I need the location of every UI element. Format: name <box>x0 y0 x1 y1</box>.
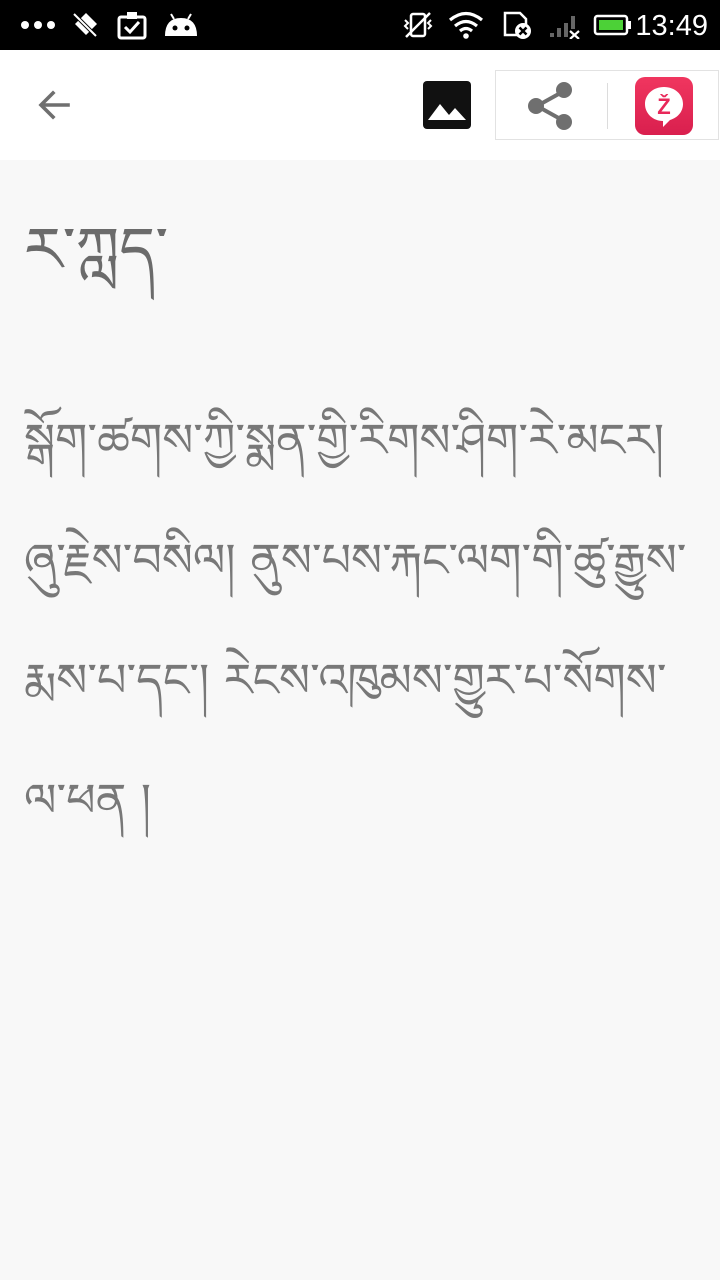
sim-off-icon <box>498 0 536 50</box>
share-panel <box>495 70 719 140</box>
article-title: ར་ཀླད་ <box>24 213 169 286</box>
vibrate-silent-icon <box>400 0 436 50</box>
arrow-back-icon <box>34 85 74 125</box>
status-bar <box>0 0 720 50</box>
share-icon <box>523 79 577 133</box>
share-button[interactable] <box>520 77 580 135</box>
back-button[interactable] <box>22 73 86 137</box>
clock-time: 13:49 <box>635 10 708 42</box>
battery-icon <box>592 0 634 50</box>
app-share-button[interactable] <box>635 77 693 135</box>
image-button[interactable] <box>416 74 478 136</box>
image-icon <box>422 80 472 130</box>
task-check-icon <box>114 0 150 50</box>
app-logo-letter: Ž <box>657 94 671 119</box>
android-icon <box>160 0 202 50</box>
app-logo-icon <box>642 84 686 128</box>
divider <box>607 83 608 129</box>
signal-icon <box>546 0 584 50</box>
article-content <box>0 160 720 1280</box>
toolbar <box>0 50 720 160</box>
wifi-icon <box>446 0 486 50</box>
more-dots-icon <box>18 0 58 50</box>
article-body: སྒོག་ཚགས་ཀྱི་སྨན་གྱི་རིགས་ཤིག་རེ་མངར། ཞུ་རྗེས་བསིལ། ནུས་པས་རྐང་ལག་གི་ཚུ་རྒྱུས་རྨས་པ་དང་། རེངས་འཁུམས་གྱུར་པ་སོགས་ལ་ཕན ། <box>24 413 687 827</box>
no-location-icon <box>68 0 102 50</box>
